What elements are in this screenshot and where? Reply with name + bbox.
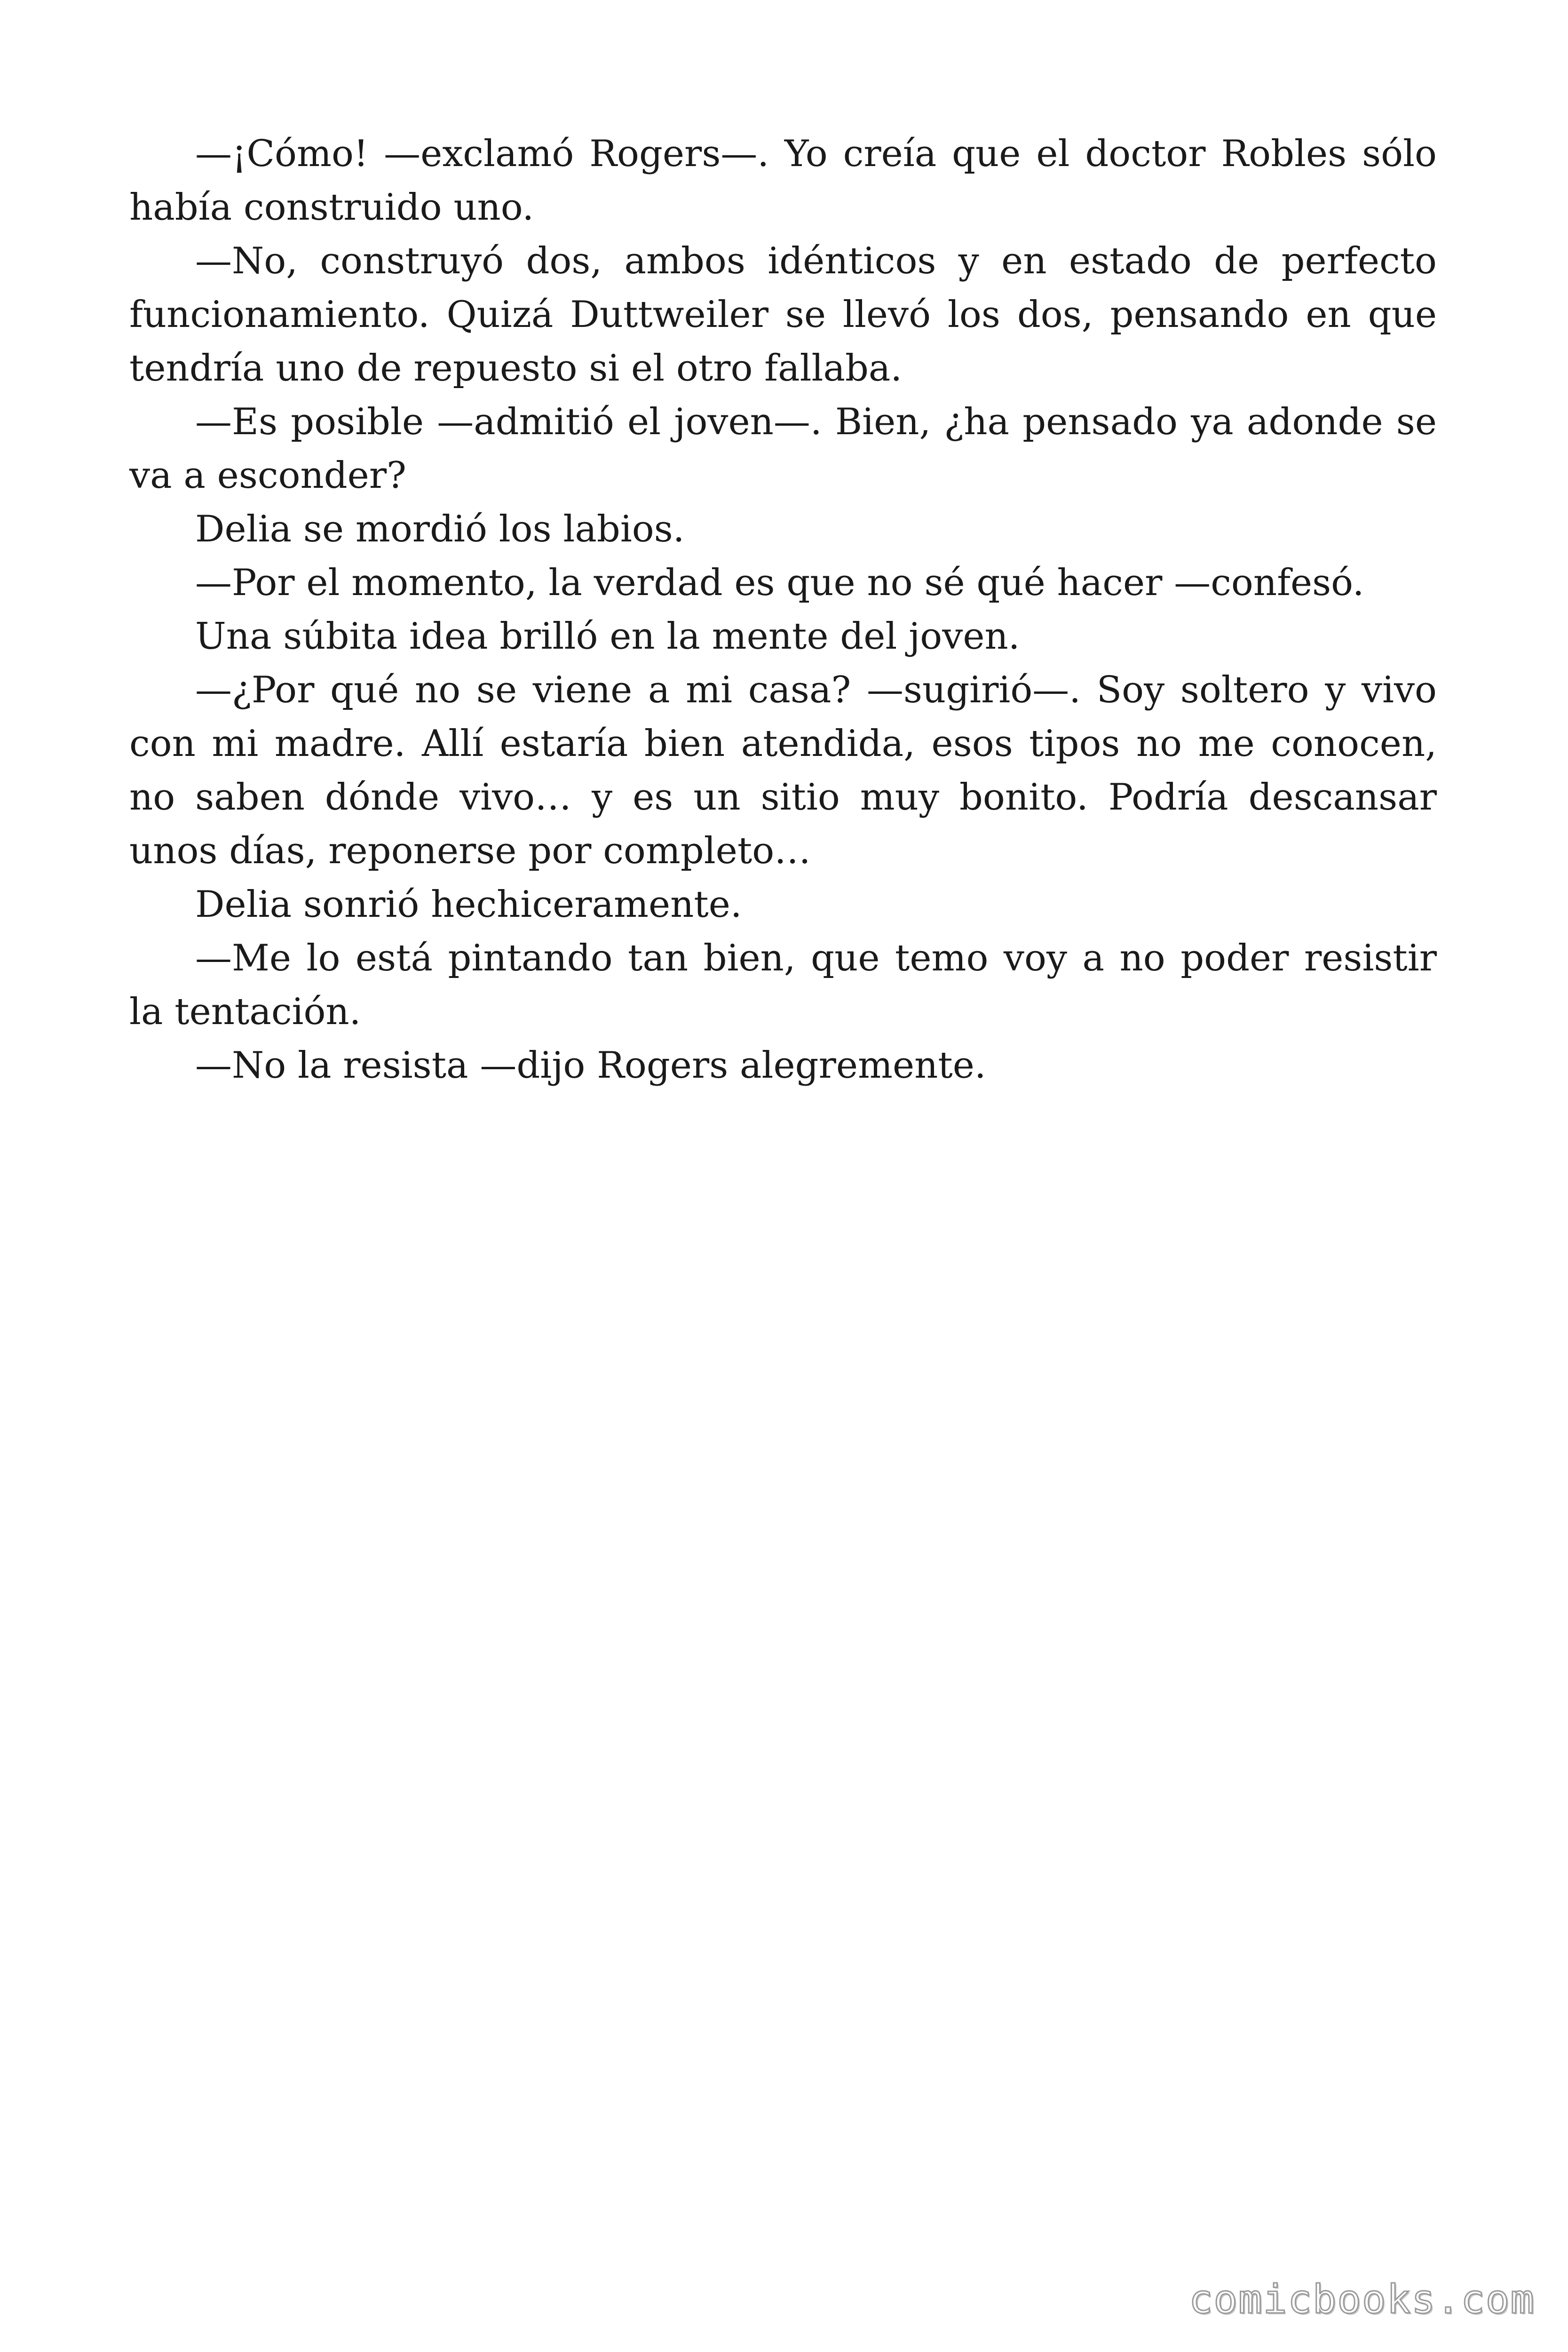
- paragraph-7: —¿Por qué no se viene a mi casa? —sugirió—. Soy soltero y vivo con mi madre. Allí estaría bien atendida, esos tipos no me conocen, no saben dónde vivo… y es un sitio muy bonito. Podría descansar unos días, reponerse por completo…: [129, 669, 1437, 872]
- paragraph-6: Una súbita idea brilló en la mente del joven.: [195, 615, 1020, 658]
- paragraph-9: —Me lo está pintando tan bien, que temo voy a no poder resistir la tentación.: [129, 937, 1437, 1033]
- paragraph-4: Delia se mordió los labios.: [195, 508, 685, 550]
- watermark: comicbooks.com: [1188, 2276, 1535, 2322]
- paragraph-10: —No la resista —dijo Rogers alegremente.: [195, 1044, 986, 1087]
- paragraph-3: —Es posible —admitió el joven—. Bien, ¿ha pensado ya adonde se va a esconder?: [129, 401, 1437, 497]
- body-text: [129, 127, 1437, 1092]
- paragraph-2: —No, construyó dos, ambos idénticos y en estado de perfecto funcionamiento. Quizá Duttweiler se llevó los dos, pensando en que tendría uno de repuesto si el otro fallaba.: [129, 240, 1437, 389]
- paragraph-1: —¡Cómo! —exclamó Rogers—. Yo creía que el doctor Robles sólo había construido uno.: [129, 133, 1437, 229]
- paragraph-8: Delia sonrió hechiceramente.: [195, 883, 742, 926]
- paragraph-5: —Por el momento, la verdad es que no sé qué hacer —confesó.: [195, 562, 1364, 604]
